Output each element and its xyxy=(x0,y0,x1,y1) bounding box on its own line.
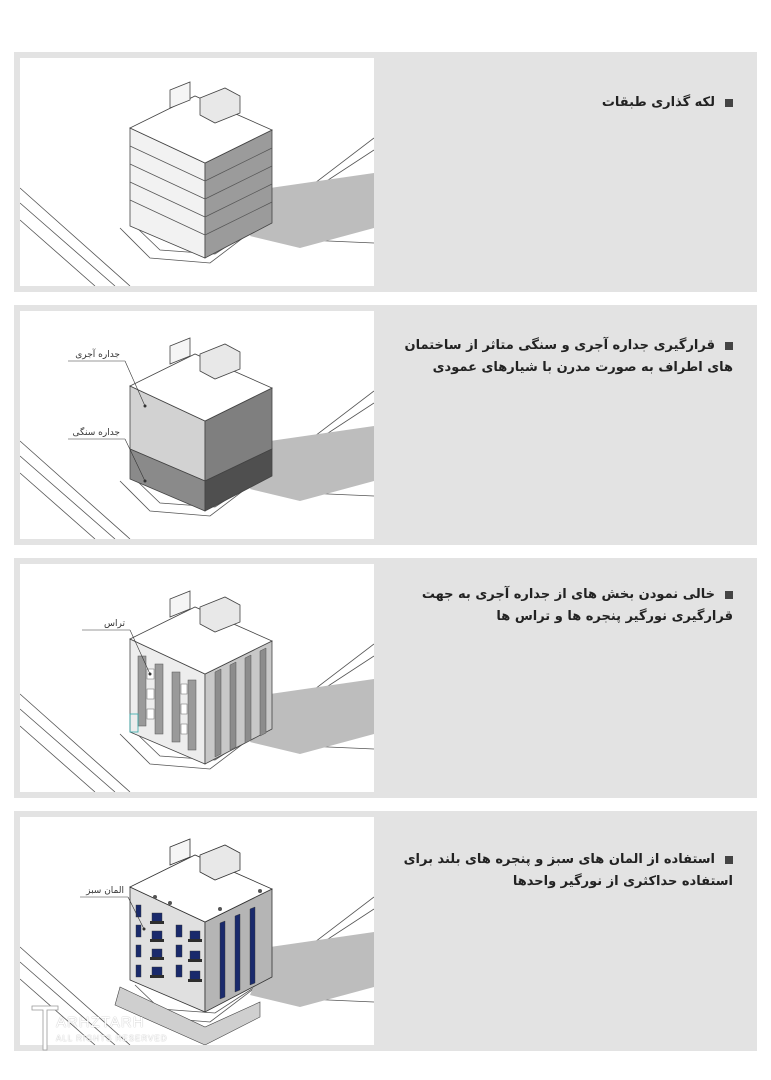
watermark xyxy=(30,1000,190,1054)
step-caption: خالی نمودن بخش های از جداره آجری به جهت قرارگیری نورگیر پنجره ها و تراس ها xyxy=(421,587,733,624)
openings-drawing xyxy=(20,564,374,792)
facade-material-drawing xyxy=(20,311,374,539)
facade-material-illustration xyxy=(20,311,374,539)
watermark-name: ARHZTARH xyxy=(56,1014,145,1031)
step-caption: قرارگیری جداره آجری و سنگی متاثر از ساختمان های اطراف به صورت مدرن با شیارهای عمودی xyxy=(404,338,733,375)
massing-illustration xyxy=(20,58,374,286)
bullet-icon xyxy=(725,856,733,864)
callout-terrace: تراس xyxy=(104,619,125,629)
step-caption: لکه گذاری طبقات xyxy=(403,92,733,114)
bullet-icon xyxy=(725,591,733,599)
step-panel-3 xyxy=(14,558,757,798)
bullet-icon xyxy=(725,342,733,350)
openings-illustration xyxy=(20,564,374,792)
step-panel-1 xyxy=(14,52,757,292)
massing-drawing xyxy=(20,58,374,286)
callout-brick-wall: جداره آجری xyxy=(75,350,120,360)
watermark-sub: ALL RIGHTS RESERVED xyxy=(56,1034,168,1043)
bullet-icon xyxy=(725,99,733,107)
step-caption: استفاده از المان های سبز و پنجره های بلند برای استفاده حداکثری از نورگیر واحدها xyxy=(403,852,733,889)
callout-stone-wall: جداره سنگی xyxy=(72,428,120,438)
callout-green-element: المان سبز xyxy=(86,886,124,896)
step-panel-2 xyxy=(14,305,757,545)
